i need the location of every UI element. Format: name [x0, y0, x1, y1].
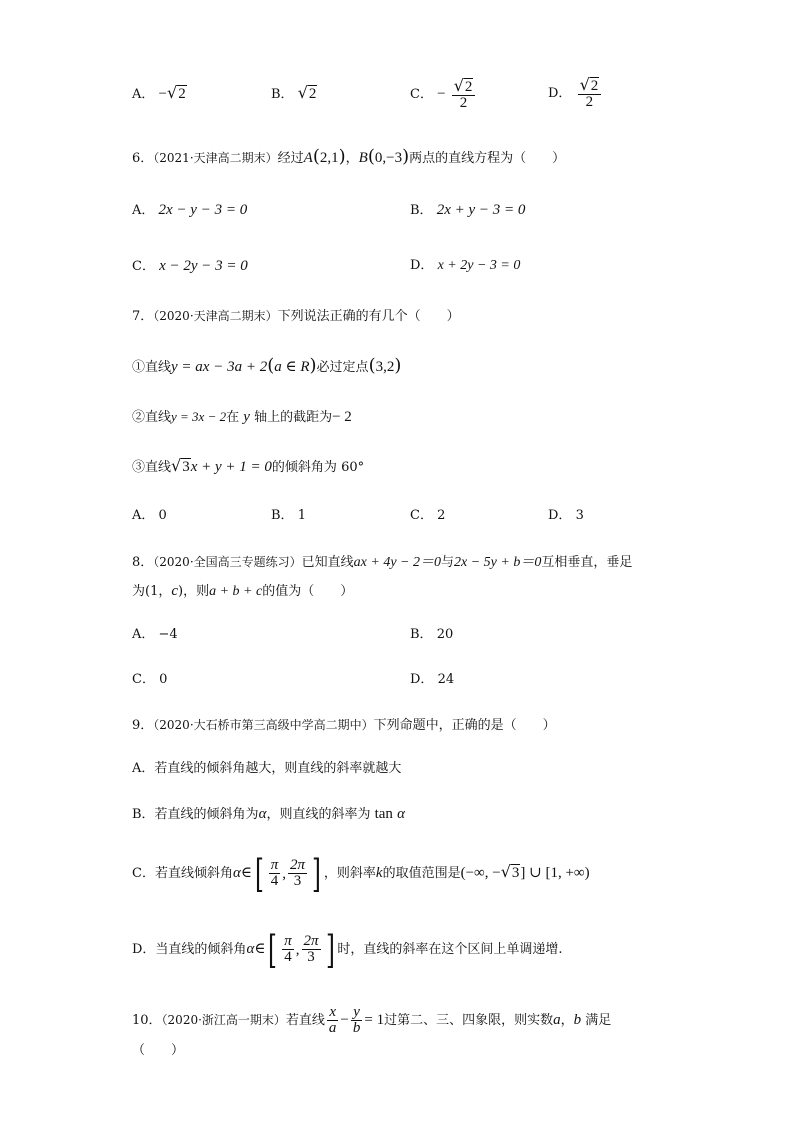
option-value: 1: [297, 508, 306, 523]
stem-text: 过第二、三、四象限，则实数: [384, 1013, 554, 1028]
option-label: B．: [271, 87, 294, 102]
alpha-symbol: α: [397, 806, 405, 822]
q7-stem: [132, 306, 460, 327]
option-label: C．: [410, 508, 433, 523]
q7-statement-1: ①直线y = ax − 3a + 2(a ∈ R)必过定点(3,2): [132, 355, 402, 376]
option-label: B．: [271, 508, 294, 523]
option-expression: 2x + y − 3 = 0: [436, 202, 526, 218]
question-number: 10．: [132, 1013, 162, 1028]
angle-interval: [ $\frac{\pi}{4}$ , $\frac{2\pi}{3}$ ]: [254, 851, 321, 896]
comma: ，: [560, 1013, 574, 1028]
stem-text: )，则: [178, 584, 210, 599]
stem-text: 下列命题中，正确的是（ ）: [373, 718, 556, 733]
q8-option-b: [410, 625, 453, 645]
variable-y: y: [243, 409, 250, 425]
option-label: C．: [410, 87, 433, 102]
option-text: 的取值范围是: [382, 866, 461, 881]
alpha-symbol: α: [232, 865, 241, 881]
variable-k: k: [375, 865, 383, 881]
intercept-value: − 2: [332, 409, 352, 425]
statement-expression: x + y + 1 = 0: [190, 459, 272, 475]
option-text: 时，直线的斜率在这个区间上单调递增.: [337, 942, 563, 957]
variable-c: c: [171, 583, 179, 599]
option-label: D．: [548, 86, 572, 101]
equals-one: = 1: [364, 1012, 385, 1028]
stem-text: 互相垂直，垂足: [541, 555, 633, 570]
q7-option-c: [410, 506, 445, 526]
q5-option-b: [271, 83, 317, 107]
question-source: （2020·大石桥市第三高级中学高二期中）: [153, 718, 374, 732]
point-a-coords: 2,1: [319, 150, 339, 166]
sqrt-3: √3: [171, 456, 190, 475]
option-value: 3: [575, 508, 584, 523]
q6-option-d: [410, 256, 520, 276]
option-value: 0: [159, 672, 168, 687]
sqrt-3: √3: [500, 862, 520, 881]
q9-option-d: [132, 923, 563, 975]
fraction-x-over-a: $\frac{x}{a}$: [328, 1004, 337, 1036]
q6-option-a: [132, 200, 247, 221]
line-1-expression: ax + 4y − 2＝0: [353, 555, 441, 570]
q5-option-d: [548, 72, 603, 116]
statement-text: 轴上的截距为: [254, 410, 333, 425]
stem-text: 为(1，: [132, 584, 172, 599]
fraction-sqrt2-over-2: $\frac{√2}{2}$: [452, 78, 476, 111]
q8-stem-line-1: [132, 552, 632, 573]
option-text: A．若直线的倾斜角越大，则直线的斜率就越大: [132, 761, 402, 776]
q8-stem-line-2: [132, 581, 353, 602]
q9-option-b: [132, 804, 405, 825]
stem-text: 下列说法正确的有几个（ ）: [277, 309, 460, 324]
option-label: A．: [132, 627, 155, 642]
angle-value: 60°: [341, 460, 365, 475]
q7-statement-3: [132, 456, 364, 478]
option-label: D．: [410, 672, 434, 687]
question-number: 6．: [132, 151, 154, 166]
point-a: A: [303, 150, 313, 166]
minus-sign: −: [437, 86, 446, 102]
q5-option-a: [132, 83, 187, 107]
stem-text: 的值为（ ）: [262, 584, 354, 599]
statement-expression: y = ax − 3a + 2: [171, 359, 268, 375]
fraction-sqrt2-over-2: $\frac{√2}{2}$: [578, 77, 602, 110]
tan-function: tan: [374, 806, 393, 822]
option-label: D．: [548, 508, 572, 523]
q7-option-d: [548, 506, 584, 526]
option-label: A．: [132, 508, 155, 523]
option-label: C．: [132, 672, 155, 687]
element-of-symbol: ∈: [254, 941, 266, 957]
option-text: ，则直线的斜率为: [266, 807, 371, 822]
option-expression: 2x − y − 3 = 0: [158, 202, 248, 218]
stem-text: 若直线: [285, 1013, 325, 1028]
alpha-symbol: α: [258, 806, 267, 822]
slope-range: (−∞, −: [460, 865, 501, 881]
question-source: （2020·天津高二期末）: [153, 309, 278, 323]
option-expression: x + 2y − 3 = 0: [437, 258, 521, 273]
statement-text: 必过定点: [316, 360, 369, 375]
option-expression: x − 2y − 3 = 0: [159, 258, 248, 274]
point-b: B: [358, 150, 368, 166]
slope-range: ] ∪ [1, +∞): [520, 865, 590, 881]
statement-expression: y = 3x − 2: [171, 409, 227, 424]
question-number: 7．: [132, 309, 154, 324]
question-source: （2020·浙江高一期末）: [161, 1013, 286, 1027]
comma: ，: [345, 151, 359, 166]
option-value: 24: [437, 672, 455, 687]
stem-text: 与: [440, 555, 454, 570]
q8-option-d: [410, 670, 454, 690]
option-value: 0: [158, 508, 167, 523]
option-text: C．若直线倾斜角: [132, 866, 233, 881]
line-2-expression: 2x − 5y + b＝0: [454, 555, 542, 570]
option-value: 2: [437, 508, 446, 523]
alpha-symbol: α: [246, 941, 255, 957]
statement-text: ③直线: [132, 460, 172, 475]
option-text: B．若直线的倾斜角为: [132, 807, 259, 822]
statement-text: 的倾斜角为: [271, 460, 337, 475]
option-label: D．: [410, 258, 434, 273]
variable-a: a: [553, 1012, 561, 1028]
option-label: B．: [410, 627, 433, 642]
question-source: （2020·全国高三专题练习）: [153, 555, 302, 569]
stem-text: 两点的直线方程为（ ）: [409, 151, 566, 166]
q7-option-b: [271, 506, 306, 526]
stem-text: 满足: [585, 1013, 612, 1028]
question-source: （2021·天津高二期末）: [153, 151, 278, 165]
option-label: C．: [132, 259, 155, 274]
option-value: −4: [158, 627, 178, 642]
stem-text: 已知直线: [301, 555, 354, 570]
statement-text: ②直线: [132, 410, 172, 425]
option-text: D．当直线的倾斜角: [132, 942, 247, 957]
question-number: 8．: [132, 555, 154, 570]
q6-option-b: [410, 200, 525, 221]
q9-stem: [132, 715, 556, 736]
question-number: 9．: [132, 718, 154, 733]
q9-option-a: [132, 759, 401, 779]
q8-option-c: [132, 670, 167, 690]
option-label: A．: [132, 203, 155, 218]
option-label: B．: [410, 203, 433, 218]
sum-expression: a + b + c: [209, 584, 263, 599]
statement-text: 在: [226, 410, 240, 425]
option-label: A．: [132, 87, 155, 102]
fraction-y-over-b: $\frac{y}{b}$: [352, 1004, 361, 1036]
q5-option-c: [410, 72, 477, 116]
option-value: 20: [436, 627, 454, 642]
sqrt-2: √2: [297, 83, 317, 102]
option-text: ，则斜率: [323, 866, 376, 881]
variable-b: b: [573, 1012, 582, 1028]
statement-text: ①直线: [132, 360, 172, 375]
q6-option-c: [132, 256, 248, 277]
fixed-point: 3,2: [375, 359, 395, 375]
q10-answer-blank: [132, 1041, 184, 1061]
stem-text: 经过: [277, 151, 304, 166]
point-b-coords: 0,−3: [374, 150, 403, 166]
q9-option-c: [132, 846, 590, 898]
sqrt-2: √2: [167, 83, 186, 102]
q8-option-a: [132, 625, 178, 645]
q7-statement-2: [132, 407, 352, 428]
angle-interval: [ $\frac{\pi}{4}$ , $\frac{2\pi}{3}$ ]: [268, 927, 335, 972]
q6-stem: 6．（2021·天津高二期末）经过A(2,1)，B(0,−3)两点的直线方程为（ ）: [132, 146, 566, 167]
answer-blank: （ ）: [132, 1043, 185, 1058]
element-of-symbol: ∈: [240, 865, 252, 881]
statement-condition: a ∈ R: [274, 359, 310, 375]
q10-stem: 10．（2020·浙江高一期末）若直线 $\frac{x}{a}$ − $\frac{y}{b}$ = 1过第二、三、四象限，则实数a，b 满足: [132, 1004, 612, 1036]
q7-option-a: [132, 506, 167, 526]
minus-sign: −: [158, 86, 167, 102]
